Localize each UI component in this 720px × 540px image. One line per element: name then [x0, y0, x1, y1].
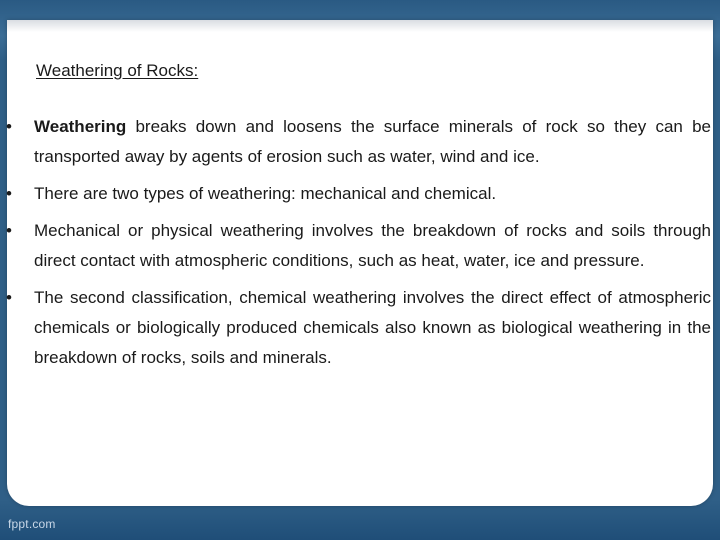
- bullet-list: [0, 112, 720, 380]
- slide-title: Weathering of Rocks:: [36, 61, 199, 80]
- background-bottom-band: [0, 500, 720, 540]
- bullet-dot: •: [6, 184, 12, 203]
- bullet-dot: •: [6, 221, 12, 240]
- slide-top-shade: [7, 20, 713, 32]
- bullet-text: There are two types of weathering: mechanical and chemical.: [34, 184, 497, 203]
- bullet-lead-term: Weathering: [34, 117, 127, 136]
- bullet-item: [0, 216, 720, 276]
- bullet-text: The second classification, chemical weathering involves the direct effect of atmospheric chemicals or biologically produced chemicals also known as biological weathering in the breakdown of rocks, soils and minerals.: [34, 288, 711, 367]
- bullet-body: breaks down and loosens the surface minerals of rock so they can be transported away by agents of erosion such as water, wind and ice.: [34, 117, 711, 166]
- bullet-dot: •: [6, 117, 12, 136]
- bullet-dot: •: [6, 288, 12, 307]
- bullet-text: Mechanical or physical weathering involves the breakdown of rocks and soils through direct contact with atmospheric conditions, such as heat, water, ice and pressure.: [34, 221, 711, 270]
- footer-watermark: fppt.com: [8, 517, 56, 531]
- bullet-item: [0, 179, 720, 209]
- bullet-text: [34, 112, 711, 172]
- bullet-item: [0, 112, 720, 172]
- bullet-item: [0, 283, 720, 373]
